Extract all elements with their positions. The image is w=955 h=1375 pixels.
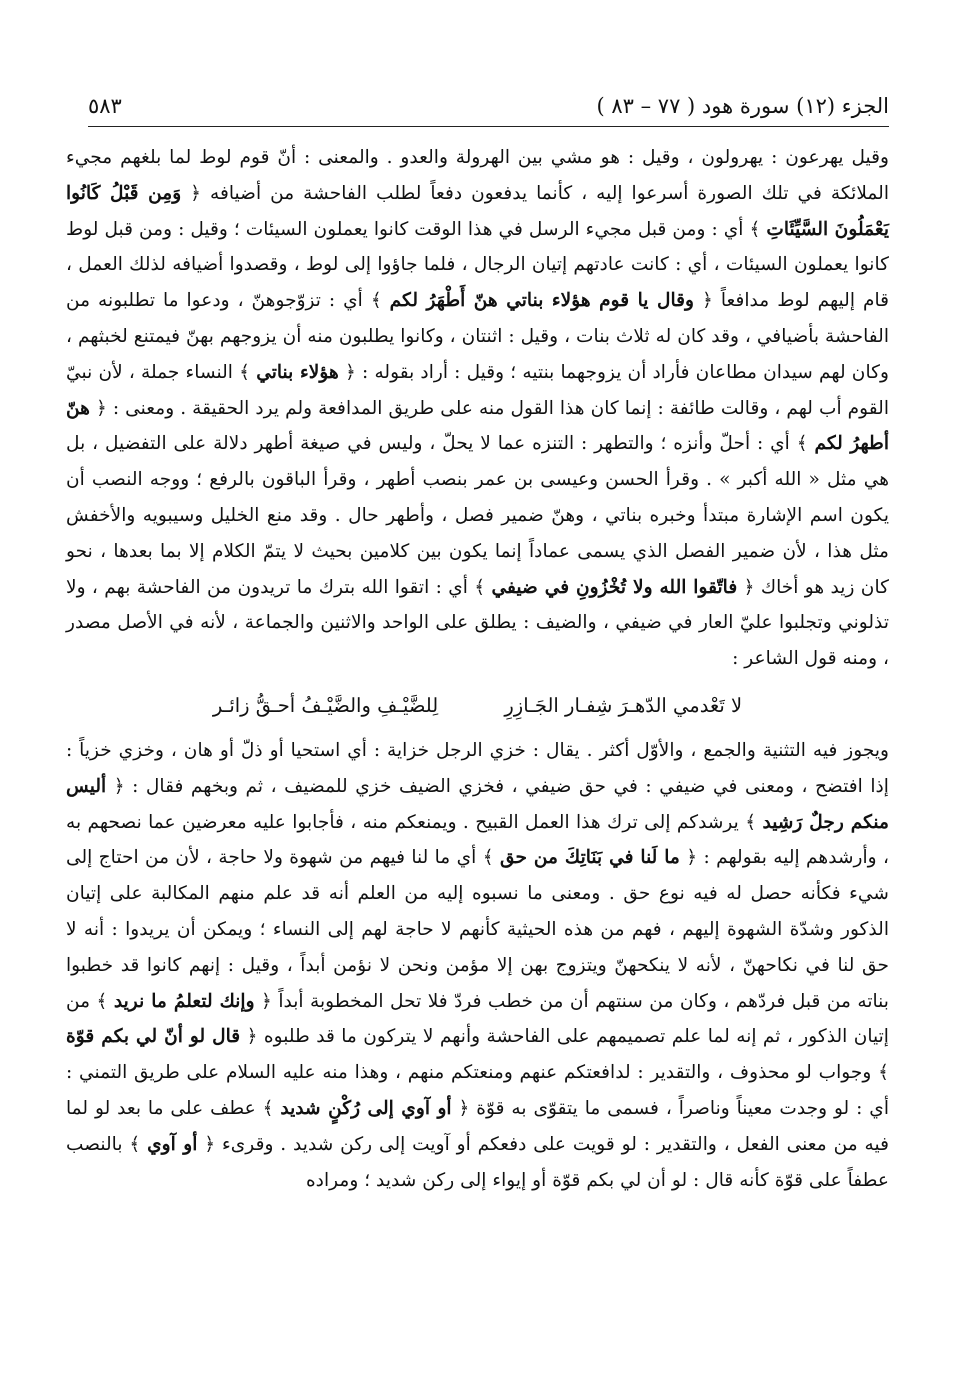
text-segment: أي : اتقوا الله بترك ما تريدون من الفاحشة بهم ، ولا تذلوني وتجلبوا عليّ العار في ضيفي ، والضيف : يطلق على الواحد والاثنين والجماعة ، لأنه في الأصل مصدر ، ومنه قول الشاعر : [66, 576, 889, 670]
quran-quote: وَمِن قَبْلُ كَانُوا يَعْمَلُونَ السَّيِّئَاتِ [66, 182, 889, 240]
page-number: ٥٨٣ [88, 94, 122, 118]
quran-bracket-open: ﴿ [743, 576, 755, 598]
text-segment: النساء جملة ، لأن نبيّ القوم أب لهم ، وقالت طائفة : إنما كان هذا القول منه على طريق المدافعة ولم يرد الحقيقة . ومعنى : [66, 361, 889, 419]
quran-bracket-open: ﴿ [190, 182, 202, 204]
quran-bracket-open: ﴿ [702, 290, 713, 312]
page-header [88, 92, 889, 127]
text-segment: عطف على ما بعد لو لما فيه من معنى الفعل ، والتقدير : لو قويت على دفعكم أو آويت إلى ركن شديد . وقرىء [66, 1097, 889, 1155]
poetry-verse [66, 689, 889, 723]
paragraph-2 [66, 733, 889, 1198]
quran-bracket-open: ﴿ [261, 990, 272, 1012]
running-title: الجزء (١٢) سورة هود ( ٧٧ – ٨٣ ) [596, 94, 889, 118]
quran-quote: وإنك لتعلمُ ما نريد [113, 990, 255, 1012]
text-segment: ويجوز فيه التثنية والجمع ، والأوّل أكثر . يقال : خزي الرجل خزاية : أي استحيا أو ذلّ أو هان ، وخزي خزياً : إذا افتضح ، ومعنى في ضيفي : في حق ضيفي ، فخزي الضيف خزي للمضيف ، ثم وبخهم فقال : [66, 739, 889, 797]
verse-hemistich-second: لِلضَّيْـفِ والضَّيْـفُ أحـقُّ زائـر [212, 693, 439, 717]
quran-bracket-close: ﴾ [370, 290, 382, 312]
quran-bracket-open: ﴿ [344, 361, 356, 383]
quran-bracket-close: ﴾ [96, 990, 108, 1012]
text-segment: أي ما لنا فيهم من شهوة ولا حاجة ، لأن من احتاج إلى شيء فكأنه حصل له فيه نوع حق . ومعنى ما نسبوه إليه من العلم أنه قد علم منهم المكالبة على إتيان الذكور وشدّة الشهوة إليهم ، فهم من هذه الحيثية كأنهم لا حاجة لهم إلى النساء ؛ ويمكن أن يريدوا : أنه لا حق لنا في نكاحهنّ ، لأنه لا ينكحهنّ ويتزوج بهن إلا مؤمن ونحن لا نؤمن أبداً ، وقيل : إنهم كانوا قد خطبوا بناته من قبل فردّهم ، وكان من سنتهم أن من خطب فردّ فلا تحل المخطوبة أبداً [66, 847, 889, 1012]
quran-quote: ما لَنا في بَنَاتِكَ من حق [499, 847, 680, 869]
quran-quote: أليس منكم رجلٌ رَشِيد [66, 775, 889, 833]
text-segment: أي : تزوّجوهنّ ، ودعوا ما تطلبونه من الفاحشة بأضيافي ، وقد كان له ثلاث بنات ، وقيل : اثنتان ، وكانوا يطلبون منه أن يزوجهم بهنّ فيمتنع لخبثهم ، وكان لهم سيدان مطاعان فأراد أن يزوجهما بنتيه ؛ وقيل : أراد بقوله : [66, 290, 889, 383]
quran-bracket-close: ﴾ [878, 1062, 889, 1084]
quran-bracket-open: ﴿ [113, 775, 125, 797]
tafsir-body [66, 140, 889, 1198]
quran-bracket-open: ﴿ [246, 1026, 258, 1048]
quran-bracket-close: ﴾ [482, 847, 494, 869]
quran-bracket-close: ﴾ [745, 811, 757, 833]
quran-bracket-close: ﴾ [239, 361, 251, 383]
quran-quote: هنّ أطهرُ لكم [66, 397, 890, 455]
quran-bracket-open: ﴿ [686, 847, 698, 869]
quran-bracket-close: ﴾ [796, 433, 808, 455]
text-segment: أي : ومن قبل مجيء الرسل في هذا الوقت كانوا يعملون السيئات ؛ وقيل : ومن قبل لوط كانوا يعملون السيئات ، أي : كانت عادتهم إتيان الرجال ، فلما جاؤوا إلى لوط ، وقصدوا أضيافه لذلك العمل ، قام إليهم لوط مدافعاً [66, 218, 890, 312]
quran-quote: فاتّقوا الله ولا تُخْزُونِ في ضيفي [491, 576, 738, 598]
text-segment: أي : أحلّ وأنزه ؛ والتطهر : التنزه عما لا يحلّ ، وليس في صيغة أطهر دلالة على التفضيل ، بل هي مثل « الله أكبر » . وقرأ الحسن وعيسى بن عمر بنصب أطهر ، وقرأ الباقون بالرفع ؛ ووجه النصب أن يكون اسم الإشارة مبتدأ وخبره بناتي ، وهنّ ضمير فصل ، وأطهر حال . وقد منع الخليل وسيبويه والأخفش مثل هذا ، لأن ضمير الفصل الذي يسمى عماداً إنما يكون بين كلامين بحيث لا يتمّ الكلام إلا بما بعدها ، نحو كان زيد هو أخاك [66, 433, 889, 598]
text-segment: بالنصب عطفاً على قوّة كأنه قال : لو أن لي بكم قوّة أو إيواء إلى ركن شديد ؛ ومراده [66, 1133, 889, 1191]
quran-bracket-open: ﴿ [204, 1133, 216, 1155]
paragraph-1 [66, 140, 889, 677]
verse-hemistich-first: لا تَعْدمي الدّهـرَ شِفـار الجَـازِرِ [504, 693, 743, 717]
quran-quote: وقال يا قوم هؤلاء بناتي هنّ أَطْهَرُ لكم [389, 290, 695, 312]
text-segment: وجواب لو محذوف ، والتقدير : لدافعتكم عنهم ومنعتكم منهم ، وهذا منه عليه السلام على طريق التمني : أي : لو وجدت معيناً وناصراً ، فسمى ما يتقوّى به قوّة [66, 1062, 889, 1119]
quran-bracket-open: ﴿ [458, 1097, 470, 1119]
quran-quote: أو آوي إلى رُكْنٍ شديد [280, 1097, 452, 1119]
quran-quote: هؤلاء بناتي [256, 361, 339, 383]
quran-bracket-close: ﴾ [129, 1133, 141, 1155]
quran-bracket-close: ﴾ [262, 1097, 274, 1119]
quran-bracket-close: ﴾ [749, 218, 761, 240]
quran-bracket-open: ﴿ [95, 397, 107, 419]
text-segment: من إتيان الذكور ، ثم إنه لما علم تصميمهم على الفاحشة وأنهم لا يتركون ما قد طلبوه [66, 990, 889, 1048]
quran-bracket-close: ﴾ [474, 576, 486, 598]
text-segment: يرشدكم إلى ترك هذا العمل القبيح . ويمنعكم منه ، فأجابوا عليه معرضين عما نصحهم به ، وأرشدهم إليه بقولهم : [66, 811, 889, 869]
quran-quote: قال لو أنّ لي بكم قوّة [66, 1026, 241, 1048]
quran-quote: أو آوي [147, 1133, 198, 1155]
text-segment: وقيل يهرعون : يهرولون ، وقيل : هو مشي بين الهرولة والعدو . والمعنى : أنّ قوم لوط لما بلغهم مجيء الملائكة في تلك الصورة أسرعوا إليه ، كأنما يدفعون دفعاً لطلب الفاحشة من أضيافه [66, 147, 889, 204]
